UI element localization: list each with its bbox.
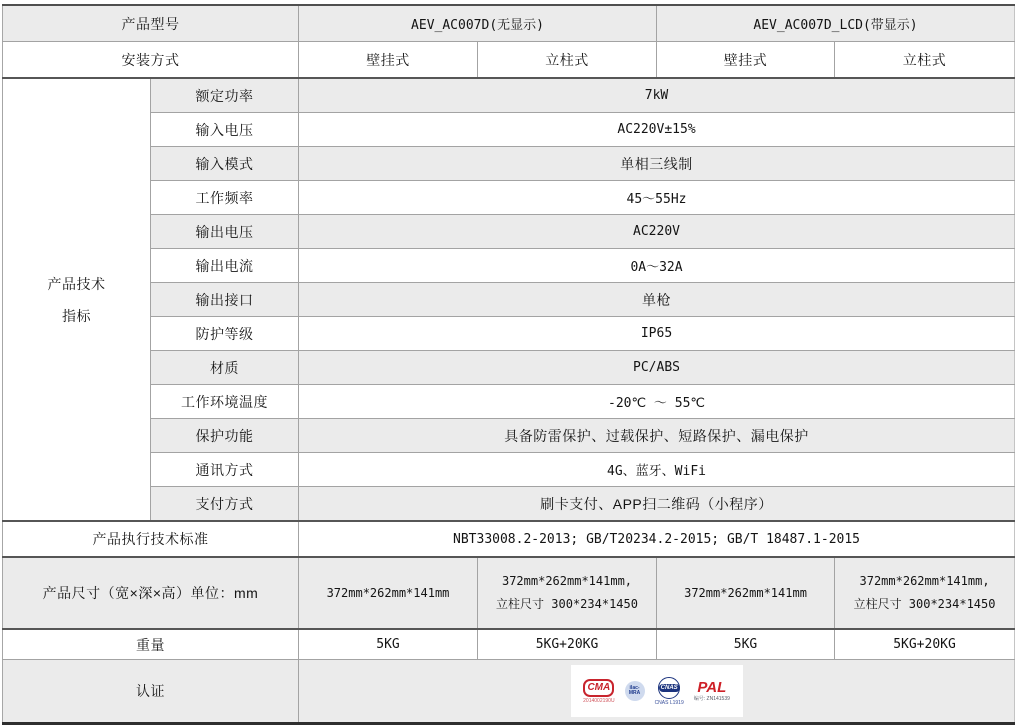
param-name: 支付方式 — [151, 487, 299, 522]
install-type-cell: 壁挂式 — [299, 42, 478, 79]
install-type-label: 安装方式 — [3, 42, 299, 79]
weight-label: 重量 — [3, 629, 299, 660]
cnas-logo — [655, 677, 684, 706]
spec-row-output-port — [3, 283, 1015, 317]
param-name: 额定功率 — [151, 78, 299, 113]
dimension-line: 372mm*262mm*141mm — [326, 585, 450, 600]
certification-logos — [571, 665, 743, 717]
pal-label: PAL — [697, 679, 727, 696]
param-name: 输入模式 — [151, 147, 299, 181]
cnas-globe-icon — [658, 677, 680, 699]
spec-row-input-mode — [3, 147, 1015, 181]
param-value: -20℃ ～ 55℃ — [299, 385, 1015, 419]
param-value: 单相三线制 — [299, 147, 1015, 181]
pal-cert-number: 编号: ZN141539 — [693, 696, 730, 702]
ilac-label: ilac-MRA — [628, 685, 641, 696]
install-type-row — [3, 42, 1015, 79]
spec-row-input-voltage — [3, 113, 1015, 147]
param-value: 45～55Hz — [299, 181, 1015, 215]
weight-cell: 5KG — [657, 629, 835, 660]
spec-row-rated-power — [3, 78, 1015, 113]
standard-value: NBT33008.2-2013; GB/T20234.2-2015; GB/T 18487.1-2015 — [299, 521, 1015, 557]
param-value: 刷卡支付、APP扫二维码（小程序） — [299, 487, 1015, 522]
certification-label: 认证 — [3, 660, 299, 724]
dimension-line: 372mm*262mm*141mm — [684, 585, 807, 600]
param-value: 0A～32A — [299, 249, 1015, 283]
ilac-globe-icon — [625, 681, 645, 701]
param-value: AC220V±15% — [299, 113, 1015, 147]
dimension-line: 立柱尺寸 300*234*1450 — [496, 597, 638, 611]
param-value: 4G、蓝牙、WiFi — [299, 453, 1015, 487]
weight-cell: 5KG — [299, 629, 478, 660]
product-model-row — [3, 5, 1015, 42]
param-value: IP65 — [299, 317, 1015, 351]
model-lcd-display: AEV_AC007D_LCD(带显示) — [657, 5, 1015, 42]
weight-cell: 5KG+20KG — [478, 629, 657, 660]
tech-section-label — [3, 78, 151, 521]
param-name: 保护功能 — [151, 419, 299, 453]
dimensions-row — [3, 557, 1015, 629]
param-value: 7kW — [299, 78, 1015, 113]
tech-label-line1: 产品技术 — [47, 275, 106, 292]
param-name: 输出接口 — [151, 283, 299, 317]
install-type-cell: 立柱式 — [478, 42, 657, 79]
spec-row-payment — [3, 487, 1015, 522]
spec-row-output-voltage — [3, 215, 1015, 249]
param-name: 材质 — [151, 351, 299, 385]
weight-row — [3, 629, 1015, 660]
standard-label: 产品执行技术标准 — [3, 521, 299, 557]
param-value: PC/ABS — [299, 351, 1015, 385]
ilac-mra-logo — [625, 681, 645, 701]
install-type-cell: 壁挂式 — [657, 42, 835, 79]
dimension-cell — [657, 557, 835, 629]
weight-cell: 5KG+20KG — [835, 629, 1015, 660]
cnas-cert-number: CNAS L1919 — [654, 699, 684, 706]
tech-label-line2: 指标 — [62, 307, 91, 324]
cnas-label: CNAS — [660, 684, 678, 691]
install-type-cell: 立柱式 — [835, 42, 1015, 79]
product-spec-table — [2, 4, 1015, 725]
param-name: 工作频率 — [151, 181, 299, 215]
cma-icon: CMA — [583, 679, 614, 697]
pal-logo — [694, 680, 730, 702]
dimension-line: 372mm*262mm*141mm, — [859, 574, 990, 589]
spec-row-material — [3, 351, 1015, 385]
dimension-cell — [835, 557, 1015, 629]
certification-row — [3, 660, 1015, 724]
spec-row-protection-functions — [3, 419, 1015, 453]
param-value: 单枪 — [299, 283, 1015, 317]
spec-row-operating-temp — [3, 385, 1015, 419]
dimensions-label: 产品尺寸（宽×深×高）单位：mm — [3, 557, 299, 629]
standard-row — [3, 521, 1015, 557]
spec-row-frequency — [3, 181, 1015, 215]
dimension-line: 立柱尺寸 300*234*1450 — [853, 597, 996, 611]
spec-row-communication — [3, 453, 1015, 487]
spec-row-output-current — [3, 249, 1015, 283]
param-name: 通讯方式 — [151, 453, 299, 487]
dimension-line: 372mm*262mm*141mm, — [501, 574, 633, 589]
param-value: 具备防雷保护、过载保护、短路保护、漏电保护 — [299, 419, 1015, 453]
param-value: AC220V — [299, 215, 1015, 249]
product-model-label: 产品型号 — [3, 5, 299, 42]
dimension-cell — [478, 557, 657, 629]
param-name: 防护等级 — [151, 317, 299, 351]
param-name: 输出电流 — [151, 249, 299, 283]
dimension-cell — [299, 557, 478, 629]
param-name: 输出电压 — [151, 215, 299, 249]
param-name: 工作环境温度 — [151, 385, 299, 419]
model-no-display: AEV_AC007D(无显示) — [299, 5, 657, 42]
param-name: 输入电压 — [151, 113, 299, 147]
cma-logo — [583, 679, 614, 704]
certification-cell — [299, 660, 1015, 724]
cma-cert-number: 2014002190U — [583, 697, 615, 704]
spec-row-protection-rating — [3, 317, 1015, 351]
